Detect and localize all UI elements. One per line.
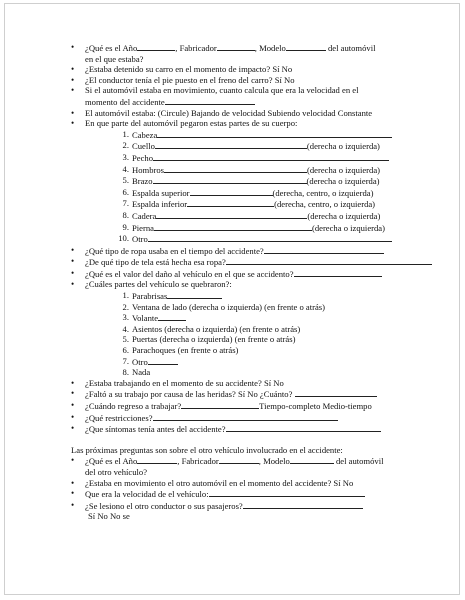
vehicle-part-item: 6. Parachoques (en frente o atrás): [122, 345, 239, 356]
list-item: • El automóvil estaba: (Circule) Bajando de velocidad Subiendo velocidad Constante: [0, 108, 465, 119]
vehicle-parts-list: [0, 290, 465, 378]
list-item: • Que era la velocidad de el vehículo:: [0, 488, 465, 500]
list-item: • En que parte del automóvil pegaron estas partes de su cuerpo:: [0, 118, 465, 129]
body-parts-list: [0, 129, 465, 245]
vehicle-part-item: 2. Ventana de lado (derecha o izquierda) (en frente o atrás): [122, 301, 326, 312]
body-part-item: 5. Brazo (derecha o izquierda): [122, 175, 380, 187]
list-item: • ¿Estaba detenido su carro en el momento de impacto? Sí No: [0, 64, 465, 75]
body-part-item: 6. Espalda superior (derecha, centro, o izquierda): [122, 186, 374, 198]
list-item: • ¿Qué es el Año , Fabricador , Modelo del automóvil: [0, 455, 465, 467]
other-vehicle-intro: Las próximas preguntas son sobre el otro vehículo involucrado en el accidente:: [71, 444, 343, 455]
year-blank[interactable]: [137, 42, 175, 51]
vehicle-part-item: 7. Otro: [0, 356, 465, 368]
list-item: • ¿El conductor tenía el pie puesto en el freno del carro? Sí No: [0, 75, 465, 86]
clothing-damage-questions: [0, 245, 465, 290]
body-part-item: 10. Otro: [0, 233, 465, 245]
list-item: • ¿Qué tipo de ropa usaba en el tiempo del accidente?: [0, 245, 465, 257]
speed-blank[interactable]: [165, 96, 255, 105]
vehicle-part-item: 8. Nada: [122, 367, 151, 378]
body-part-item: 4. Hombros (derecha o izquierda): [122, 163, 381, 175]
vehicle-part-item: 1. Parabrisas: [0, 290, 465, 302]
list-item: • ¿Estaba trabajando en el momento de su accidente? Sí No: [0, 378, 465, 389]
list-item: • ¿Cuándo regreso a trabajar? Tiempo-completo Medio-tiempo: [0, 400, 465, 412]
list-item: • ¿Qué es el Año , Fabricador , Modelo del automóvil: [0, 42, 465, 54]
list-item: • ¿De qué tipo de tela está hecha esa ropa?: [0, 256, 465, 268]
other-vehicle-questions: [0, 455, 465, 511]
list-item: • ¿Qué es el valor del daño al vehículo en el que se accidento?: [0, 268, 465, 280]
list-item-continuation: del otro vehículo?: [85, 466, 148, 477]
list-item: • ¿Cuáles partes del vehículo se quebraron?:: [0, 279, 465, 290]
list-item: • ¿Que síntomas tenía antes del accidente?: [0, 423, 465, 435]
list-item: • ¿Estaba en movimiento el otro automóvil en el momento del accidente? Sí No: [0, 478, 465, 489]
list-item-continuation: en el que estaba?: [85, 53, 144, 64]
model-blank[interactable]: [286, 42, 326, 51]
list-item: • ¿Se lesiono el otro conductor o sus pasajeros?: [0, 500, 465, 512]
vehicle-part-item: 4. Asientos (derecha o izquierda) (en frente o atrás): [122, 323, 301, 334]
list-item: • ¿Faltó a su trabajo por causa de las heridas? Sí No ¿Cuánto?: [0, 388, 465, 400]
maker-blank[interactable]: [217, 42, 255, 51]
body-part-item: 9. Pierna (derecha o izquierda): [122, 221, 385, 233]
body-part-item: 2. Cuello (derecha o izquierda): [122, 140, 380, 152]
body-part-item: 1. Cabeza: [0, 129, 465, 141]
accident-questions: [0, 42, 465, 129]
vehicle-part-item: 5. Puertas (derecha o izquierda) (en frente o atrás): [122, 334, 296, 345]
list-item-continuation: momento del accidente: [0, 96, 465, 108]
list-item: • Si el automóvil estaba en movimiento, cuanto calcula que era la velocidad en el: [0, 85, 465, 96]
body-part-item: 3. Pecho: [0, 152, 465, 164]
body-part-item: 7. Espalda inferior (derecha, centro, o izquierda): [122, 198, 376, 210]
body-part-item: 8. Cadera (derecha o izquierda): [122, 209, 381, 221]
injured-options: Sí No No se: [88, 511, 130, 522]
vehicle-part-item: 3. Volante: [0, 312, 465, 324]
list-item: • ¿Qué restricciones?: [0, 412, 465, 424]
work-questions: [0, 378, 465, 435]
